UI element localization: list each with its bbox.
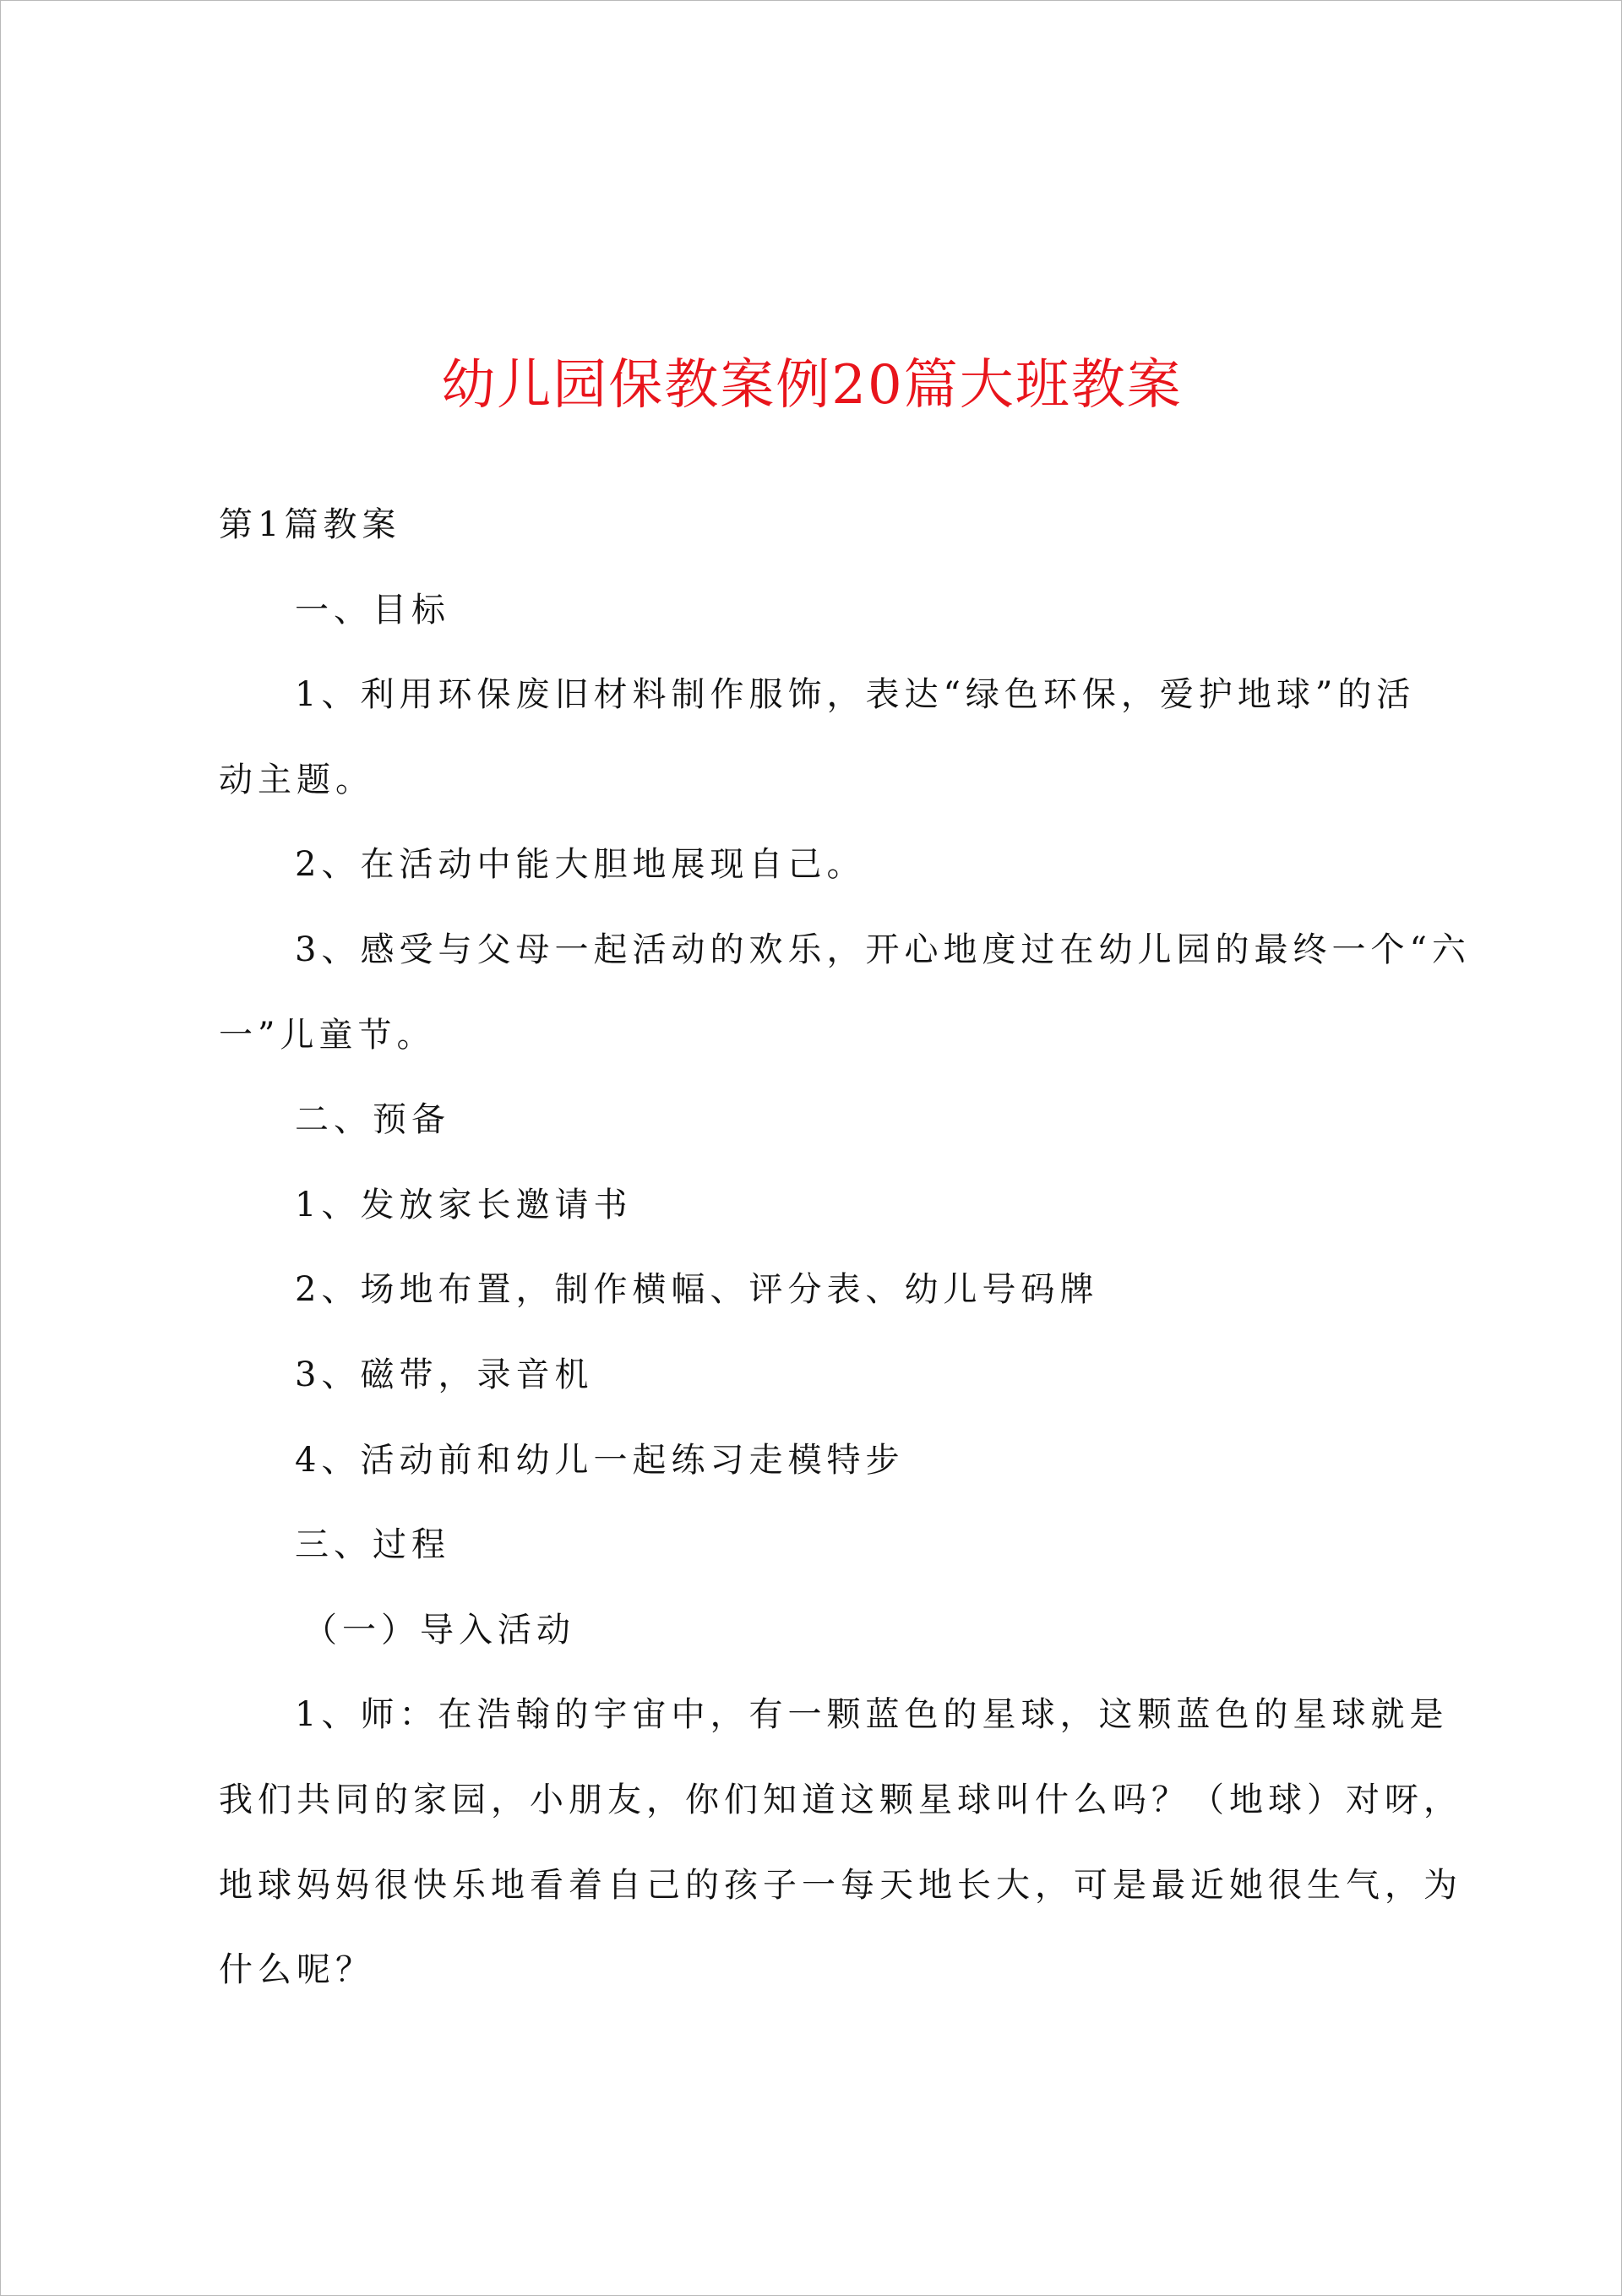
paragraph-line: 我们共同的家园，小朋友，你们知道这颗星球叫什么吗？（地球）对呀， — [219, 1780, 1462, 1819]
subsection-heading: 二、预备 — [295, 1100, 450, 1140]
paragraph-line: 地球妈妈很快乐地看着自己的孩子一每天地长大，可是最近她很生气，为 — [219, 1865, 1462, 1905]
paragraph-line: 3、磁带，录音机 — [295, 1355, 594, 1394]
paragraph-line: 动主题。 — [219, 760, 374, 799]
paragraph-line: 1、利用环保废旧材料制作服饰，表达“绿色环保，爱护地球”的活 — [295, 675, 1416, 715]
section-heading: 第1篇教案 — [219, 505, 401, 544]
subsection-heading: （一）导入活动 — [303, 1610, 575, 1650]
subsection-heading: 一、目标 — [295, 590, 450, 630]
paragraph-line: 一”儿童节。 — [219, 1015, 436, 1055]
document-title: 幼儿园保教案例20篇大班教案 — [441, 354, 1183, 417]
document-body — [219, 483, 1471, 2013]
paragraph-line: 2、在活动中能大胆地展现自己。 — [295, 845, 866, 885]
paragraph-line: 2、场地布置，制作横幅、评分表、幼儿号码牌 — [295, 1270, 1099, 1310]
paragraph-line: 1、师：在浩翰的宇宙中，有一颗蓝色的星球，这颗蓝色的星球就是 — [295, 1695, 1449, 1735]
paragraph-line: 4、活动前和幼儿一起练习走模特步 — [295, 1440, 905, 1480]
subsection-heading: 三、过程 — [295, 1525, 450, 1565]
paragraph-line: 什么呢？ — [219, 1950, 374, 1990]
paragraph-line: 1、发放家长邀请书 — [295, 1185, 633, 1224]
paragraph-line: 3、感受与父母一起活动的欢乐，开心地度过在幼儿园的最终一个“六 — [295, 930, 1471, 969]
